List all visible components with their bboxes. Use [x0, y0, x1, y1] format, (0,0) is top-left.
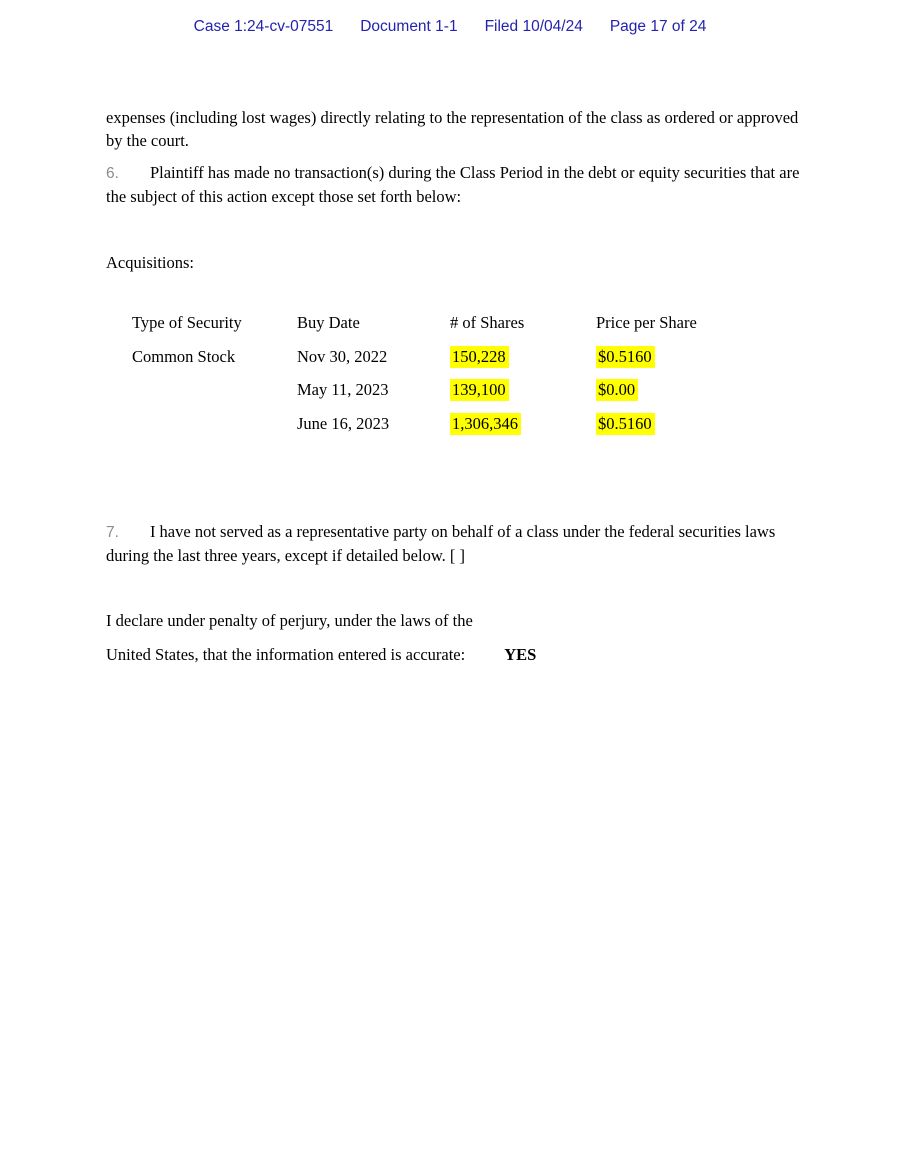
- item-6-text: Plaintiff has made no transaction(s) during the Class Period in the debt or equity securities that are the subject of this action except those set forth below:: [106, 163, 800, 206]
- highlighted-price-value: $0.5160: [596, 413, 655, 435]
- table-row: [132, 347, 776, 381]
- declaration-line-2: [106, 644, 800, 667]
- case-number: Case 1:24-cv-07551: [193, 18, 334, 35]
- declaration-line-1-text: I declare under penalty of perjury, under the laws of the: [106, 611, 473, 630]
- document-number: Document 1-1: [360, 18, 458, 35]
- highlighted-price-value: $0.5160: [596, 346, 655, 368]
- acquisitions-table: [132, 313, 776, 447]
- filed-date: Filed 10/04/24: [484, 18, 583, 35]
- col-header-price: Price per Share: [596, 313, 697, 332]
- cell-price: [596, 380, 776, 400]
- table-row: [132, 380, 776, 414]
- cell-price: [596, 414, 776, 434]
- acquisitions-label-text: Acquisitions:: [106, 253, 195, 272]
- declaration-line-1: [106, 610, 800, 633]
- cell-security-type: Common Stock: [132, 346, 236, 366]
- item-7-text: I have not served as a representative party on behalf of a class under the federal securities laws during the last three years, except if detailed below. [ ]: [106, 522, 776, 565]
- cell-buy-date: Nov 30, 2022: [297, 346, 388, 366]
- page-indicator: Page 17 of 24: [609, 18, 707, 35]
- item-7-paragraph: [106, 521, 800, 567]
- cell-buy-date: June 16, 2023: [297, 413, 390, 433]
- intro-paragraph: [106, 107, 800, 152]
- cell-shares: [450, 347, 596, 367]
- declaration-line-2-text: United States, that the information entered is accurate:: [106, 645, 466, 664]
- table-header-row: [132, 313, 776, 347]
- cell-shares: [450, 380, 596, 400]
- highlighted-price-value: $0.00: [596, 379, 638, 401]
- item-7-number: 7.: [106, 524, 119, 541]
- item-6-number: 6.: [106, 165, 119, 182]
- cell-buy-date: May 11, 2023: [297, 380, 389, 399]
- table-row: [132, 414, 776, 448]
- col-header-buy-date: Buy Date: [297, 313, 360, 332]
- highlighted-shares-value: 139,100: [450, 379, 509, 401]
- col-header-shares: # of Shares: [450, 313, 525, 332]
- declaration-answer: YES: [504, 645, 537, 664]
- court-stamp-header: [0, 18, 900, 36]
- acquisitions-label: [106, 252, 800, 275]
- cell-price: [596, 347, 776, 367]
- item-6-paragraph: [106, 162, 800, 208]
- highlighted-shares-value: 1,306,346: [450, 413, 521, 435]
- cell-shares: [450, 414, 596, 434]
- intro-paragraph-text: expenses (including lost wages) directly relating to the representation of the class as ordered or approved by the court.: [106, 108, 799, 150]
- col-header-type-of-security: Type of Security: [132, 313, 242, 332]
- highlighted-shares-value: 150,228: [450, 346, 509, 368]
